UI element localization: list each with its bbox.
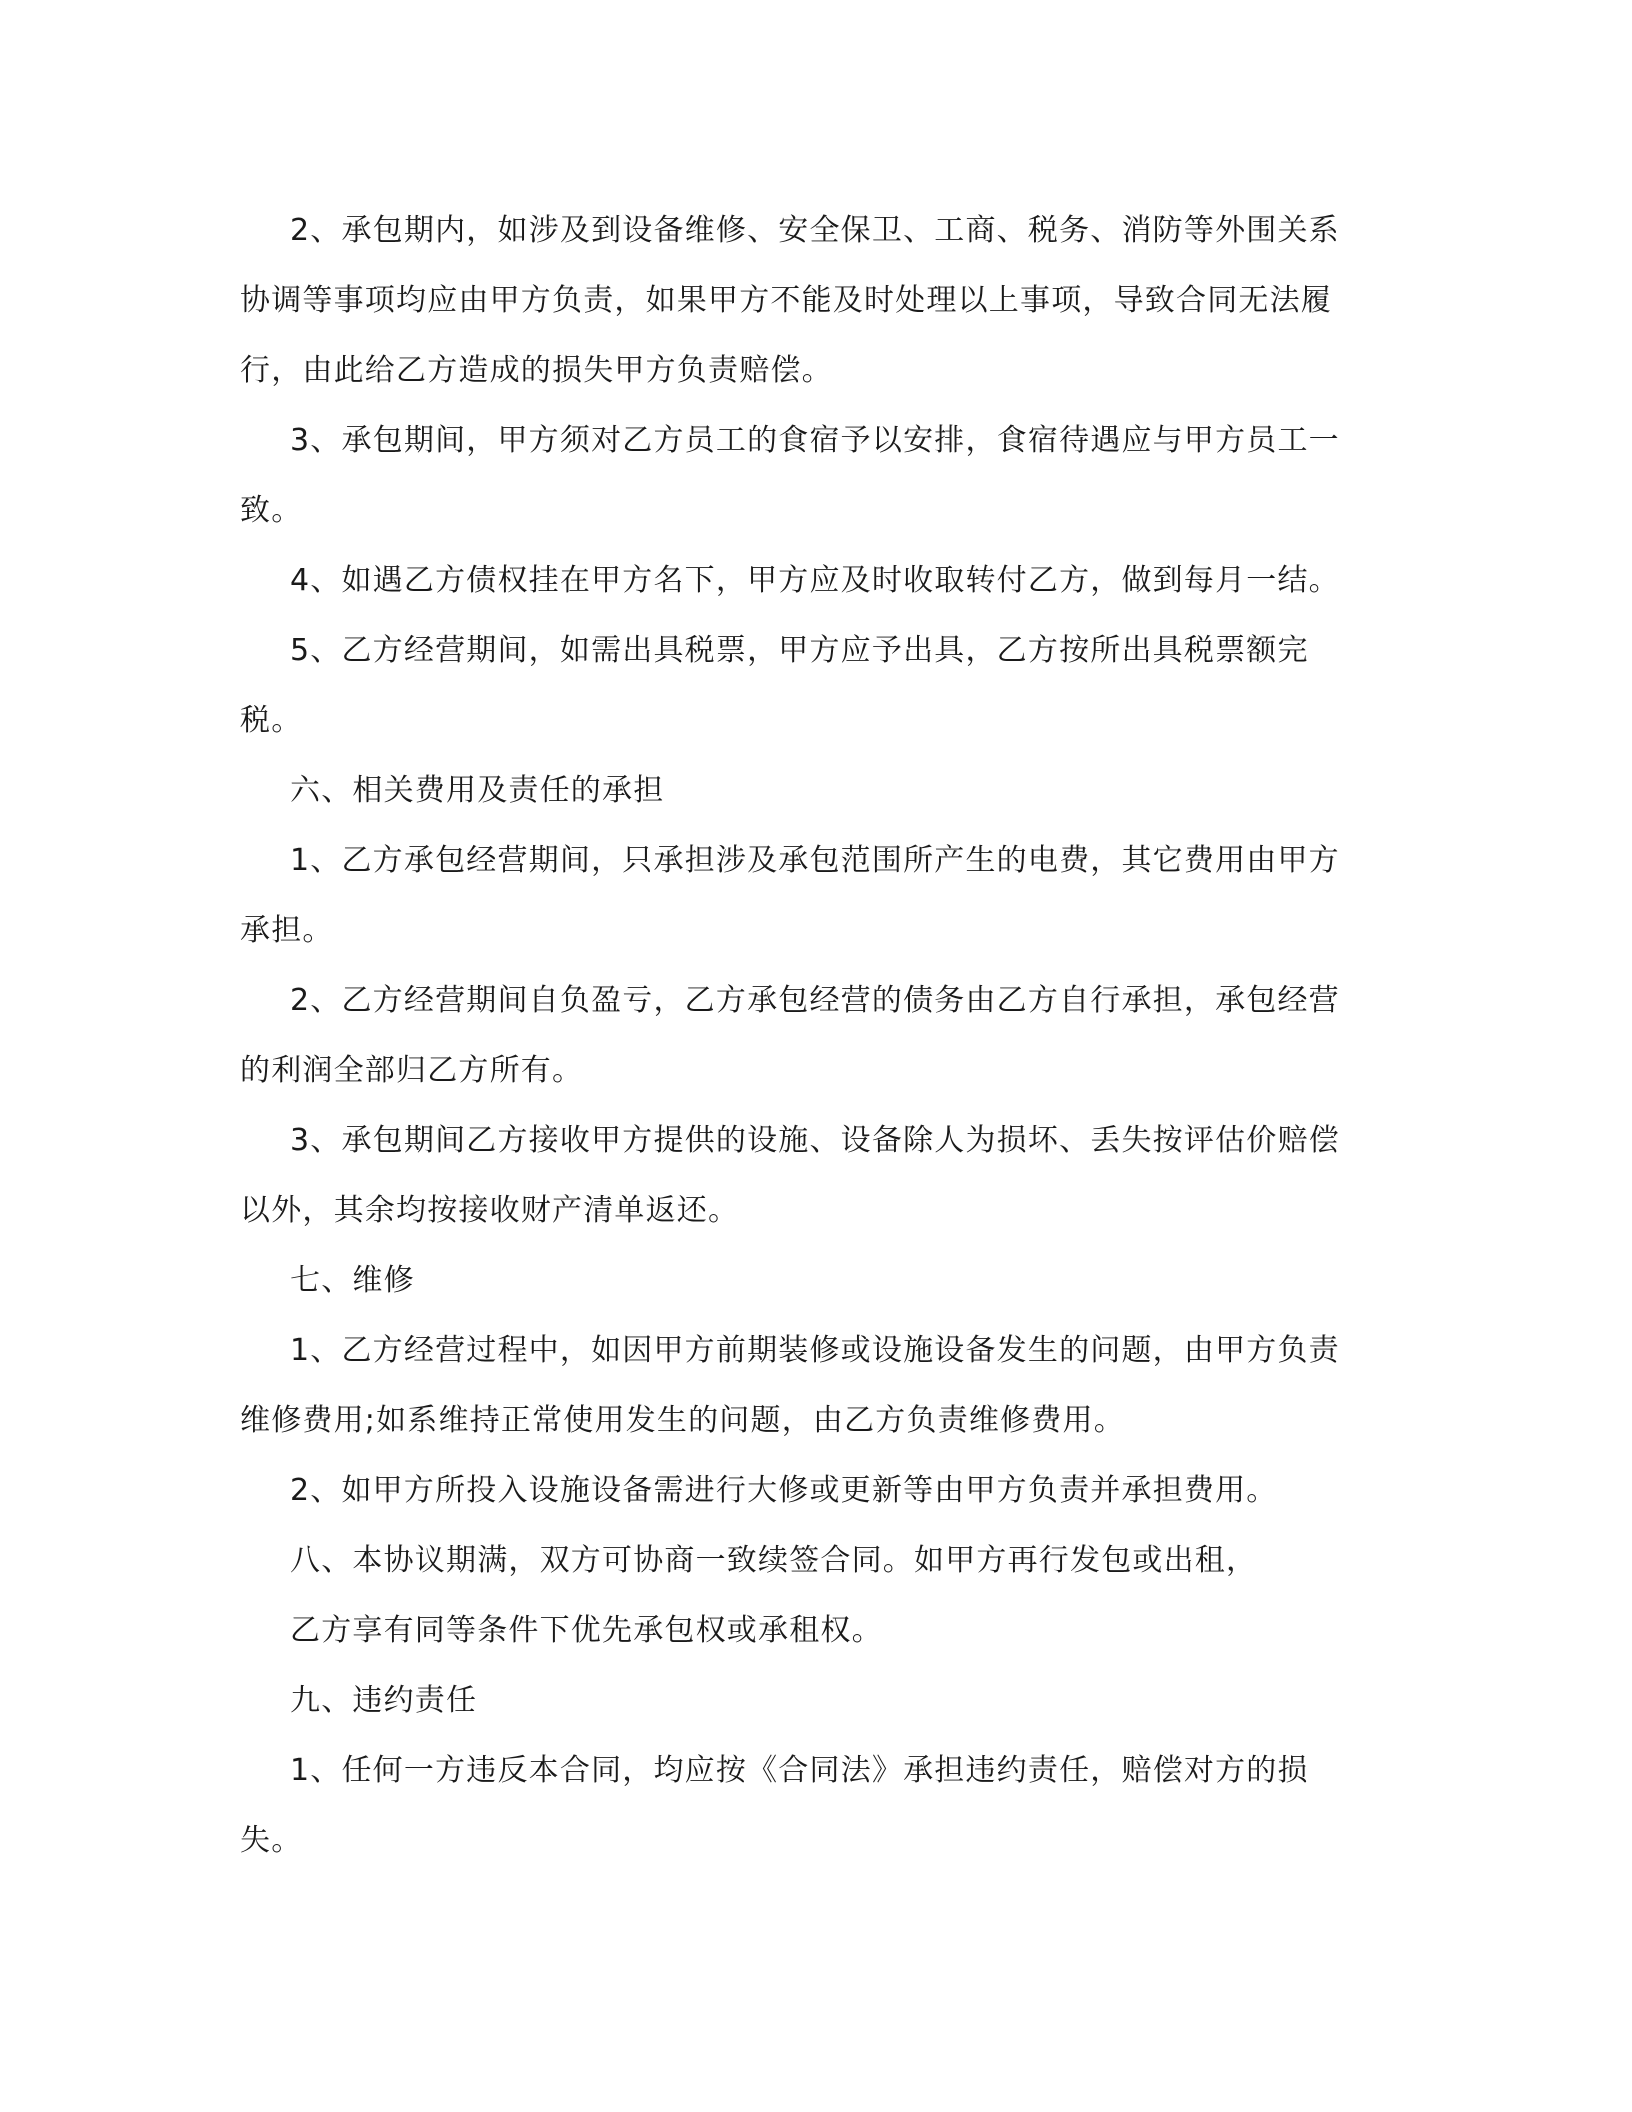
section-heading-9	[240, 1666, 1370, 1736]
text-line: 2、如甲方所投入设施设备需进行大修或更新等由甲方负责并承担费用。	[290, 1473, 1278, 1508]
text-line: 4、如遇乙方债权挂在甲方名下，甲方应及时收取转付乙方，做到每月一结。	[290, 563, 1340, 598]
text-line: 2、乙方经营期间自负盈亏，乙方承包经营的债务由乙方自行承担，承包经营	[290, 983, 1340, 1018]
text-line: 1、任何一方违反本合同，均应按《合同法》承担违约责任，赔偿对方的损	[290, 1753, 1309, 1788]
section-heading-6	[240, 756, 1370, 826]
text-line: 行，由此给乙方造成的损失甲方负责赔偿。	[240, 353, 833, 388]
text-line: 九、违约责任	[290, 1683, 478, 1718]
text-line: 3、承包期间乙方接收甲方提供的设施、设备除人为损坏、丢失按评估价赔偿	[290, 1123, 1340, 1158]
text-line: 失。	[240, 1823, 303, 1858]
text-line: 协调等事项均应由甲方负责，如果甲方不能及时处理以上事项，导致合同无法履	[240, 283, 1332, 318]
clause-5-2	[240, 196, 1370, 406]
text-line: 1、乙方承包经营期间，只承担涉及承包范围所产生的电费，其它费用由甲方	[290, 843, 1340, 878]
text-line: 税。	[240, 703, 303, 738]
text-line: 七、维修	[290, 1263, 415, 1298]
section-heading-7	[240, 1246, 1370, 1316]
text-line: 八、本协议期满，双方可协商一致续签合同。如甲方再行发包或出租，	[290, 1543, 1258, 1578]
section-8	[240, 1526, 1370, 1596]
text-line: 维修费用;如系维持正常使用发生的问题，由乙方负责维修费用。	[240, 1403, 1125, 1438]
text-line: 致。	[240, 493, 303, 528]
document-body	[240, 196, 1370, 1876]
clause-9-1	[240, 1736, 1370, 1876]
text-line: 承担。	[240, 913, 334, 948]
clause-5-5	[240, 616, 1370, 756]
clause-6-2	[240, 966, 1370, 1106]
text-line: 5、乙方经营期间，如需出具税票，甲方应予出具，乙方按所出具税票额完	[290, 633, 1309, 668]
clause-6-1	[240, 826, 1370, 966]
text-line: 2、承包期内，如涉及到设备维修、安全保卫、工商、税务、消防等外围关系	[290, 213, 1340, 248]
clause-5-4	[240, 546, 1370, 616]
text-line: 以外，其余均按接收财产清单返还。	[240, 1193, 740, 1228]
section-8-continued	[240, 1596, 1370, 1666]
text-line: 3、承包期间，甲方须对乙方员工的食宿予以安排，食宿待遇应与甲方员工一	[290, 423, 1340, 458]
text-line: 的利润全部归乙方所有。	[240, 1053, 584, 1088]
clause-7-2	[240, 1456, 1370, 1526]
text-line: 乙方享有同等条件下优先承包权或承租权。	[290, 1613, 883, 1648]
text-line: 1、乙方经营过程中，如因甲方前期装修或设施设备发生的问题，由甲方负责	[290, 1333, 1340, 1368]
text-line: 六、相关费用及责任的承担	[290, 773, 665, 808]
clause-7-1	[240, 1316, 1370, 1456]
clause-5-3	[240, 406, 1370, 546]
clause-6-3	[240, 1106, 1370, 1246]
